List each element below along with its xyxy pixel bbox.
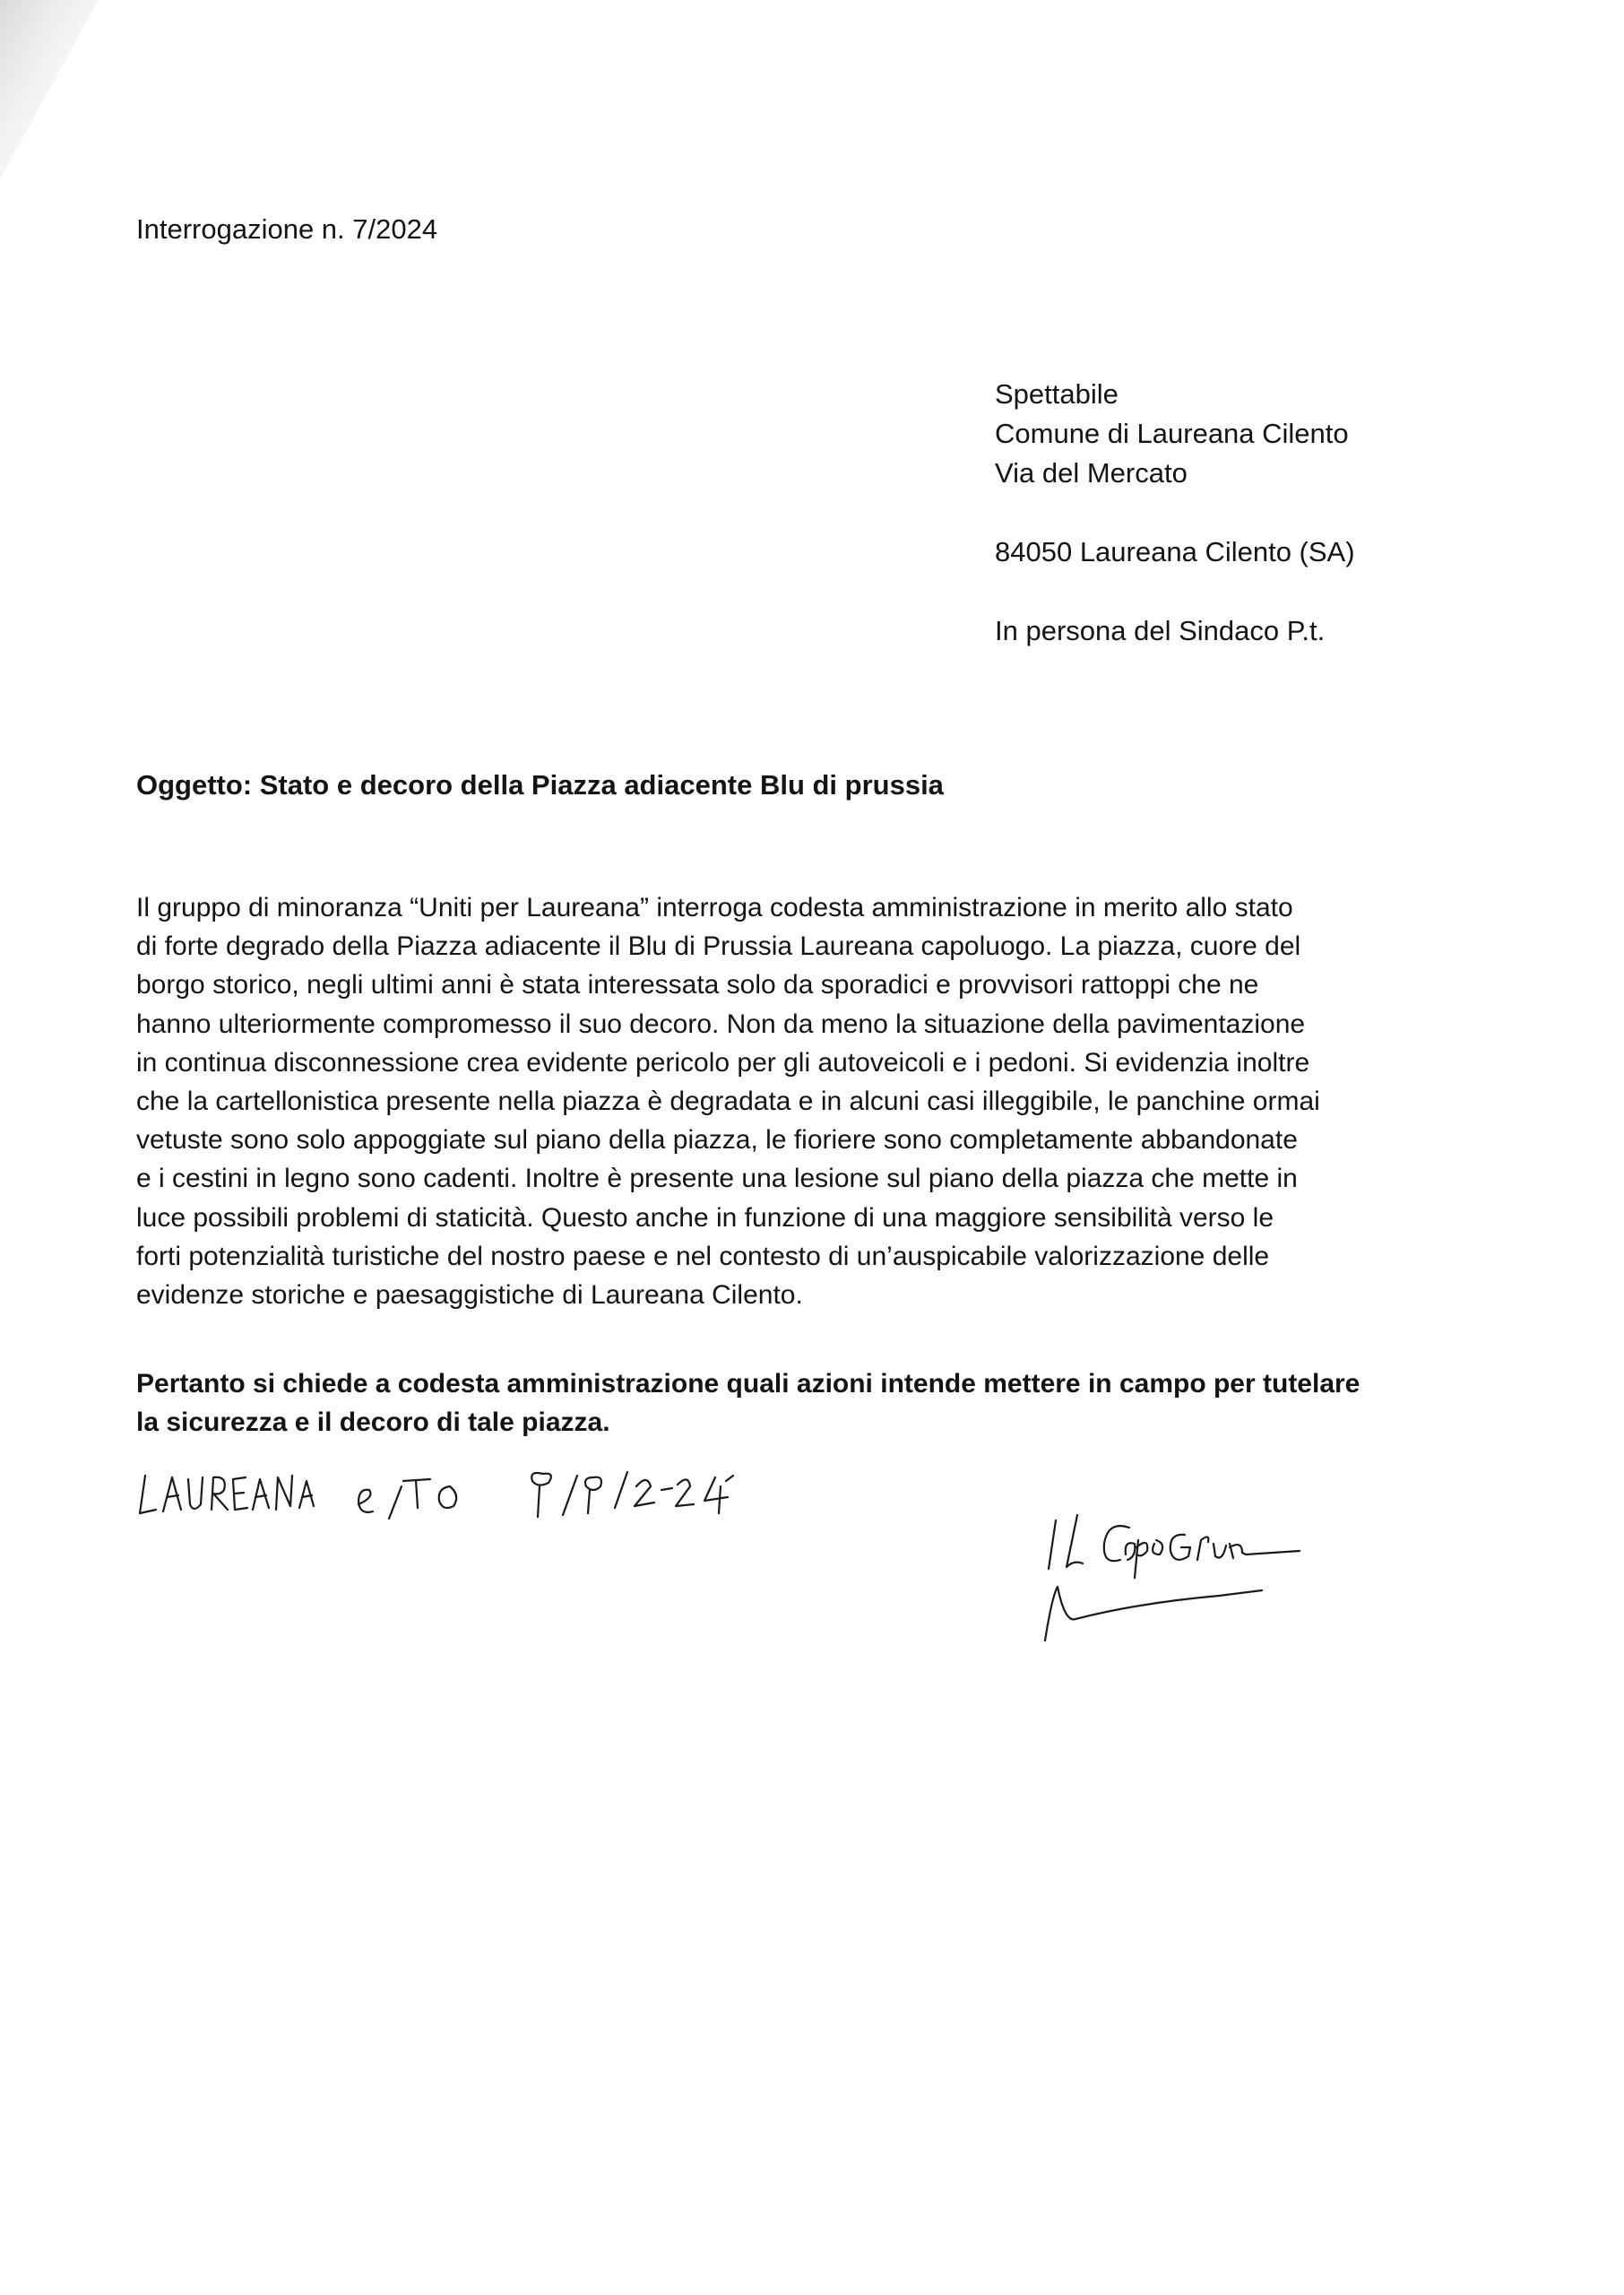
addressee-line: 84050 Laureana Cilento (SA): [995, 536, 1355, 567]
addressee-line: Spettabile: [995, 378, 1119, 410]
addressee-line: Via del Mercato: [995, 457, 1188, 489]
body-line: e i cestini in legno sono cadenti. Inoltre è presente una lesione sul piano della piazza che mette in: [136, 1164, 1298, 1194]
addressee-line: In persona del Sindaco P.t.: [995, 615, 1326, 646]
scan-corner-shadow: [0, 0, 99, 179]
body-line: hanno ulteriormente compromesso il suo decoro. Non da meno la situazione della pavimentazione: [136, 1009, 1306, 1039]
body-line: vetuste sono solo appoggiate sul piano della piazza, le fioriere sono completamente abbandonate: [136, 1125, 1298, 1156]
addressee-line: Comune di Laureana Cilento: [995, 418, 1349, 449]
body-line: forti potenzialità turistiche del nostro paese e nel contesto di un’auspicabile valorizzazione delle: [136, 1241, 1270, 1271]
body-line: luce possibili problemi di staticità. Questo anche in funzione di una maggiore sensibilità verso le: [136, 1202, 1274, 1233]
handwritten-date: [134, 1451, 744, 1531]
interrogation-reference: Interrogazione n. 7/2024: [136, 213, 438, 245]
body-line: borgo storico, negli ultimi anni è stata interessata solo da sporadici e provvisori rattoppi che ne: [136, 970, 1259, 1000]
body-line: Il gruppo di minoranza “Uniti per Laureana” interroga codesta amministrazione in merito allo stato: [136, 893, 1293, 922]
signature: [1031, 1488, 1335, 1667]
body-paragraph: [136, 888, 1454, 1314]
body-line: di forte degrado della Piazza adiacente il Blu di Prussia Laureana capoluogo. La piazza, cuore del: [136, 931, 1301, 962]
subject-line: Oggetto: Stato e decoro della Piazza adiacente Blu di prussia: [136, 769, 944, 801]
body-line: in continua disconnessione crea evidente pericolo per gli autoveicoli e i pedoni. Si evidenzia inoltre: [136, 1047, 1310, 1078]
body-line: evidenze storiche e paesaggistiche di Laureana Cilento.: [136, 1279, 803, 1310]
addressee-block: [995, 375, 1355, 651]
request-line: la sicurezza e il decoro di tale piazza.: [136, 1407, 610, 1437]
body-line: che la cartellonistica presente nella piazza è degradata e in alcuni casi illeggibile, le panchine ormai: [136, 1086, 1320, 1116]
request-line: Pertanto si chiede a codesta amministrazione quali azioni intende mettere in campo per tutelare: [136, 1369, 1361, 1399]
request-paragraph: [136, 1364, 1360, 1442]
